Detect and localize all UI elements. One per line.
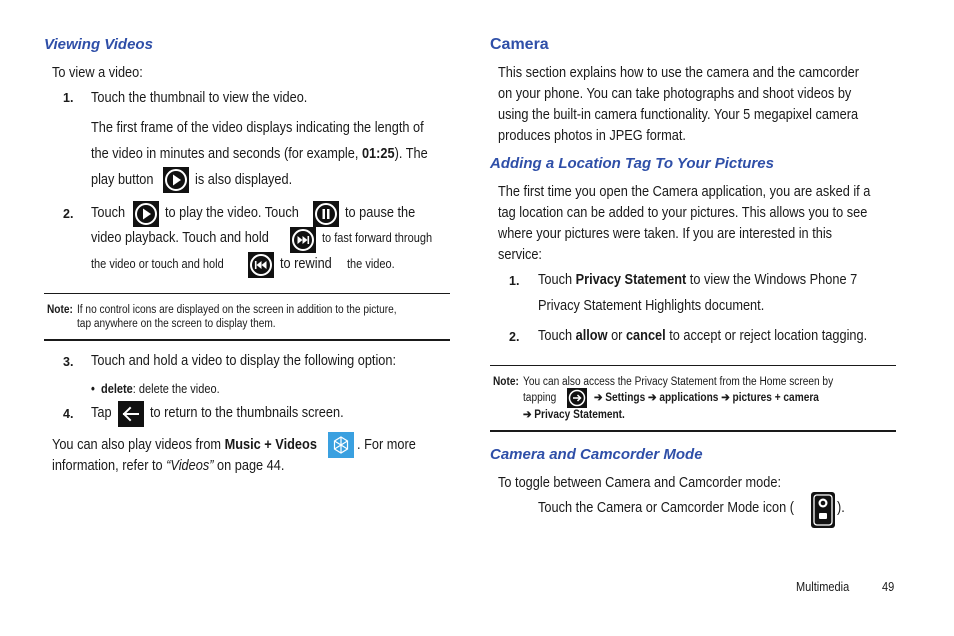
- bullet-delete: • delete: delete the video.: [91, 382, 220, 396]
- viewing-videos-heading: Viewing Videos: [44, 36, 153, 53]
- camera-heading: Camera: [490, 36, 549, 53]
- play-button-icon: [163, 167, 189, 198]
- right-note-label: Note:: [493, 376, 519, 388]
- pause-icon: [313, 201, 339, 232]
- step-4-number: 4.: [63, 407, 74, 421]
- step-2-text-h: the video.: [347, 257, 395, 271]
- also-play-line2: information, refer to “Videos” on page 44.: [52, 458, 285, 474]
- location-para-line2: tag location can be added to your pictures. This allows you to see: [498, 205, 868, 221]
- camera-mode-intro: To toggle between Camera and Camcorder mode:: [498, 475, 782, 491]
- camera-mode-step-a: Touch the Camera or Camcorder Mode icon (: [538, 500, 795, 516]
- camera-mode-heading: Camera and Camcorder Mode: [490, 446, 703, 463]
- location-tag-heading: Adding a Location Tag To Your Pictures: [490, 155, 774, 172]
- step-1-detail-line1: The first frame of the video displays indicating the length of: [91, 120, 424, 136]
- back-arrow-icon: [118, 401, 144, 432]
- right-note-privacy: ➔ Privacy Statement.: [523, 409, 625, 421]
- step-1-number: 1.: [63, 91, 74, 105]
- right-note-tapping: tapping: [523, 392, 557, 404]
- right-note-line1: You can also access the Privacy Statement from the Home screen by: [523, 376, 834, 388]
- right-step-1-line1: Touch Privacy Statement to view the Windows Phone 7: [538, 272, 858, 288]
- note-top-rule: [44, 293, 450, 294]
- step-2-text-f: the video or touch and hold: [91, 257, 224, 271]
- right-step-2-number: 2.: [509, 330, 520, 344]
- step-2-number: 2.: [63, 207, 74, 221]
- step-4-text-b: to return to the thumbnails screen.: [150, 405, 344, 421]
- step-1-detail-line3-label: play button: [91, 172, 154, 188]
- right-step-1-number: 1.: [509, 274, 520, 288]
- camera-para-line3: using the built-in camera functionality. Your 5 megapixel camera: [498, 107, 859, 123]
- camera-mode-toggle-icon: [811, 492, 835, 533]
- location-para-line3: where your pictures were taken. If you are interested in this: [498, 226, 833, 242]
- step-3-text: Touch and hold a video to display the following option:: [91, 353, 397, 369]
- location-para-line4: service:: [498, 247, 542, 263]
- camera-para-line4: produces photos in JPEG format.: [498, 128, 686, 144]
- music-videos-tile-icon: [328, 432, 354, 463]
- right-step-2-text: Touch allow or cancel to accept or reject location tagging.: [538, 328, 868, 344]
- step-2-text-g: to rewind: [280, 256, 332, 272]
- step-2-text-b: to play the video. Touch: [165, 205, 299, 221]
- camera-para-line2: on your phone. You can take photographs and shoot videos by: [498, 86, 852, 102]
- rewind-icon: [248, 252, 274, 283]
- footer-page-number: 49: [882, 580, 895, 594]
- camera-para-line1: This section explains how to use the camera and the camcorder: [498, 65, 860, 81]
- also-play-line1-c: . For more: [357, 437, 416, 453]
- step-1-detail-line2: the video in minutes and seconds (for example, 01:25). The: [91, 146, 428, 162]
- right-note-path: ➔ Settings ➔ applications ➔ pictures + camera: [594, 392, 819, 404]
- step-2-text-e: to fast forward through: [322, 231, 433, 245]
- right-note-top-rule: [490, 365, 896, 366]
- footer-section: Multimedia: [796, 580, 850, 594]
- location-para-line1: The first time you open the Camera application, you are asked if a: [498, 184, 871, 200]
- note-line-2: tap anywhere on the screen to display them.: [77, 318, 276, 330]
- note-bottom-rule: [44, 339, 450, 341]
- step-1-text: Touch the thumbnail to view the video.: [91, 90, 308, 106]
- intro-text: To view a video:: [52, 65, 143, 81]
- right-note-bottom-rule: [490, 430, 896, 432]
- also-play-line1-a: You can also play videos from Music + Videos: [52, 437, 317, 453]
- camera-mode-step-b: ).: [837, 500, 845, 516]
- step-3-number: 3.: [63, 355, 74, 369]
- note-label: Note:: [47, 304, 73, 316]
- step-4-text-a: Tap: [91, 405, 112, 421]
- step-1-detail-line3-rest: is also displayed.: [195, 172, 293, 188]
- right-step-1-line2: Privacy Statement Highlights document.: [538, 298, 765, 314]
- step-2-text-a: Touch: [91, 205, 126, 221]
- note-line-1: If no control icons are displayed on the screen in addition to the picture,: [77, 304, 397, 316]
- step-2-text-d: video playback. Touch and hold: [91, 230, 269, 246]
- step-2-text-c: to pause the: [345, 205, 416, 221]
